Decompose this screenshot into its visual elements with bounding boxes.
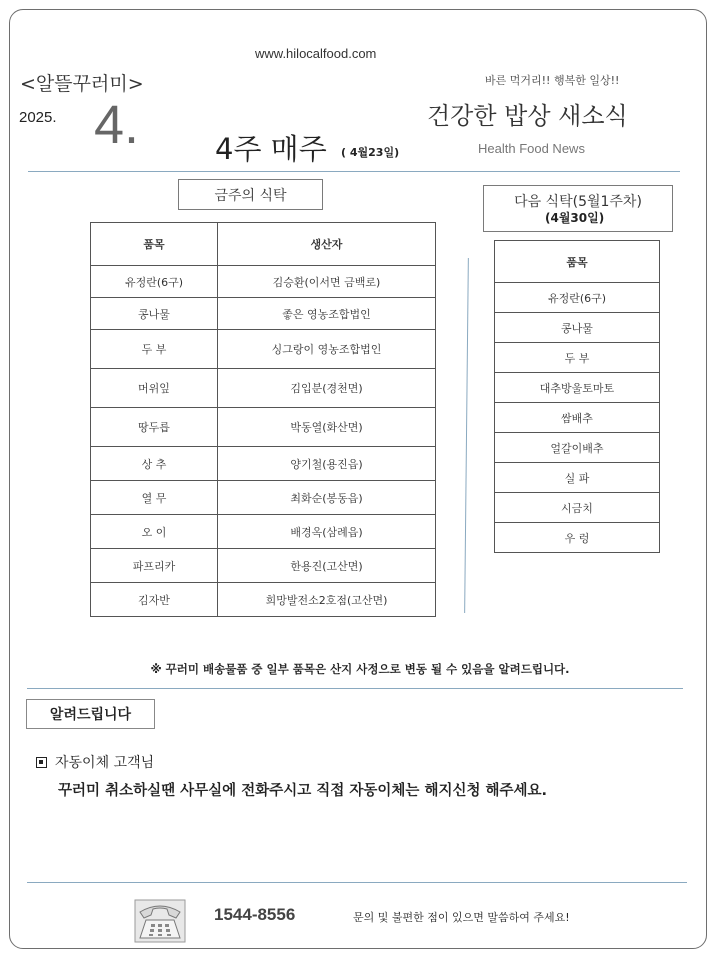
item-cell: 머위잎 [91, 369, 218, 408]
item-cell: 열 무 [91, 481, 218, 515]
producer-cell: 한용진(고산면) [218, 549, 436, 583]
announcement-heading-text: 자동이체 고객님 [55, 755, 155, 771]
table-row [495, 523, 660, 553]
website-url[interactable]: www.hilocalfood.com [255, 46, 377, 61]
next-week-title: 다음 식탁(5월1주차) [514, 194, 642, 210]
square-bullet-icon [36, 757, 47, 768]
table-row [495, 373, 660, 403]
section-divider [27, 688, 683, 689]
table-row [91, 298, 436, 330]
producer-cell: 싱그랑이 영농조합법인 [218, 330, 436, 369]
item-cell: 두 부 [91, 330, 218, 369]
announcement-heading [36, 752, 154, 772]
producer-cell: 김승환(이서면 금백로) [218, 266, 436, 298]
telephone-icon [134, 898, 186, 944]
table-row [495, 403, 660, 433]
item-cell: 시금치 [495, 493, 660, 523]
column-header-producer: 생산자 [218, 223, 436, 266]
notice-text: ※ 꾸러미 배송물품 중 일부 품목은 산지 사정으로 변동 될 수 있음을 알려드립니다. [150, 662, 570, 676]
this-week-table [90, 222, 436, 617]
item-cell: 실 파 [495, 463, 660, 493]
table-row [91, 330, 436, 369]
item-cell: 파프리카 [91, 549, 218, 583]
item-cell: 우 렁 [495, 523, 660, 553]
phone-number[interactable]: 1544-8556 [214, 905, 296, 924]
announcement-text: 꾸러미 취소하실땐 사무실에 전화주시고 직접 자동이체는 해지신청 해주세요. [58, 783, 548, 799]
table-row [91, 515, 436, 549]
table-row [91, 266, 436, 298]
contact-message: 문의 및 불편한 점이 있으면 말씀하여 주세요! [353, 911, 570, 924]
issue-week: 4주 매주 [215, 132, 327, 166]
item-cell: 김자반 [91, 583, 218, 617]
table-row [495, 463, 660, 493]
producer-cell: 최화순(봉동읍) [218, 481, 436, 515]
slogan: 바른 먹거리!! 행복한 일상!! [485, 74, 620, 87]
table-row [495, 493, 660, 523]
producer-cell: 양기철(용진읍) [218, 447, 436, 481]
next-week-table [494, 240, 660, 553]
table-row [495, 343, 660, 373]
table-row [91, 549, 436, 583]
item-cell: 쌈배추 [495, 403, 660, 433]
issue-date: ( 4월23일) [341, 146, 400, 159]
table-row [495, 313, 660, 343]
item-cell: 땅두릅 [91, 408, 218, 447]
producer-cell: 배경옥(삼례읍) [218, 515, 436, 549]
item-cell: 두 부 [495, 343, 660, 373]
column-header-item: 품목 [91, 223, 218, 266]
next-week-date: (4월30일) [545, 211, 605, 225]
column-header-item: 품목 [495, 241, 660, 283]
issue-month: 4. [94, 95, 140, 155]
table-row [91, 447, 436, 481]
producer-cell: 희망발전소2호점(고산면) [218, 583, 436, 617]
footer-divider [27, 882, 687, 883]
announcement-label: 알려드립니다 [26, 699, 155, 729]
producer-cell: 김입분(경천면) [218, 369, 436, 408]
table-row [91, 369, 436, 408]
table-row [495, 433, 660, 463]
issue-year: 2025. [19, 109, 57, 126]
table-row [91, 583, 436, 617]
brand-name: <알뜰꾸러미> [20, 73, 144, 95]
item-cell: 얼갈이배추 [495, 433, 660, 463]
item-cell: 유정란(6구) [495, 283, 660, 313]
newsletter-title: 건강한 밥상 새소식 [427, 102, 628, 130]
item-cell: 콩나물 [495, 313, 660, 343]
newsletter-subtitle: Health Food News [478, 141, 585, 156]
item-cell: 오 이 [91, 515, 218, 549]
table-row [91, 481, 436, 515]
table-row [91, 408, 436, 447]
this-week-title: 금주의 식탁 [178, 179, 323, 210]
item-cell: 대추방울토마토 [495, 373, 660, 403]
item-cell: 유정란(6구) [91, 266, 218, 298]
header-divider [28, 171, 680, 172]
item-cell: 상 추 [91, 447, 218, 481]
table-row [495, 283, 660, 313]
item-cell: 콩나물 [91, 298, 218, 330]
producer-cell: 박동열(화산면) [218, 408, 436, 447]
producer-cell: 좋은 영농조합법인 [218, 298, 436, 330]
